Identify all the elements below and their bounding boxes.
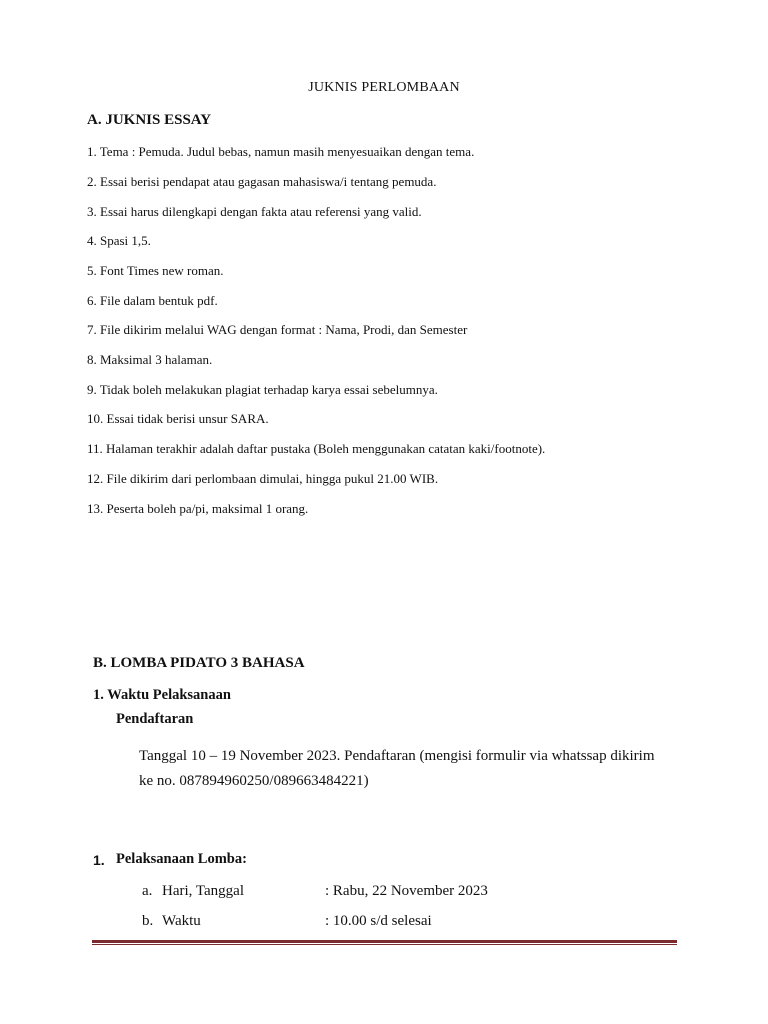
essay-rule-item: 2. Essai berisi pendapat atau gagasan mahasiswa/i tentang pemuda. bbox=[87, 174, 437, 189]
pendaftaran-heading: Pendaftaran bbox=[116, 711, 194, 727]
detail-marker: b. bbox=[142, 913, 154, 929]
essay-rule-item: 10. Essai tidak berisi unsur SARA. bbox=[87, 411, 269, 426]
pelaksanaan-lomba-heading: Pelaksanaan Lomba: bbox=[116, 851, 247, 867]
waktu-pelaksanaan-heading: 1. Waktu Pelaksanaan bbox=[93, 687, 231, 703]
essay-rule-item: 8. Maksimal 3 halaman. bbox=[87, 352, 213, 367]
essay-rule-item: 4. Spasi 1,5. bbox=[87, 233, 151, 248]
detail-marker: a. bbox=[142, 883, 153, 899]
essay-rule-item: 12. File dikirim dari perlombaan dimulai, hingga pukul 21.00 WIB. bbox=[87, 471, 439, 486]
essay-rule-item: 13. Peserta boleh pa/pi, maksimal 1 orang. bbox=[87, 501, 309, 516]
pelaksanaan-number: 1. bbox=[93, 852, 105, 868]
pendaftaran-text-line: ke no. 087894960250/089663484221) bbox=[139, 773, 369, 789]
document-title: JUKNIS PERLOMBAAN bbox=[308, 80, 460, 95]
essay-rule-item: 6. File dalam bentuk pdf. bbox=[87, 293, 218, 308]
pendaftaran-text-line: Tanggal 10 – 19 November 2023. Pendaftaran (mengisi formulir via whatssap dikirim bbox=[139, 748, 655, 764]
section-a-heading: A. JUKNIS ESSAY bbox=[87, 112, 212, 128]
essay-rule-item: 9. Tidak boleh melakukan plagiat terhadap karya essai sebelumnya. bbox=[87, 382, 438, 397]
detail-label: Hari, Tanggal bbox=[162, 883, 244, 899]
section-b-heading: B. LOMBA PIDATO 3 BAHASA bbox=[93, 655, 305, 671]
detail-value: : 10.00 s/d selesai bbox=[325, 913, 432, 929]
footer-divider bbox=[92, 940, 677, 945]
detail-value: : Rabu, 22 November 2023 bbox=[325, 883, 488, 899]
detail-label: Waktu bbox=[162, 913, 201, 929]
essay-rule-item: 3. Essai harus dilengkapi dengan fakta atau referensi yang valid. bbox=[87, 204, 422, 219]
essay-rule-item: 5. Font Times new roman. bbox=[87, 263, 224, 278]
essay-rule-item: 7. File dikirim melalui WAG dengan format : Nama, Prodi, dan Semester bbox=[87, 322, 468, 337]
essay-rule-item: 1. Tema : Pemuda. Judul bebas, namun masih menyesuaikan dengan tema. bbox=[87, 144, 475, 159]
essay-rule-item: 11. Halaman terakhir adalah daftar pustaka (Boleh menggunakan catatan kaki/footnote). bbox=[87, 441, 546, 456]
